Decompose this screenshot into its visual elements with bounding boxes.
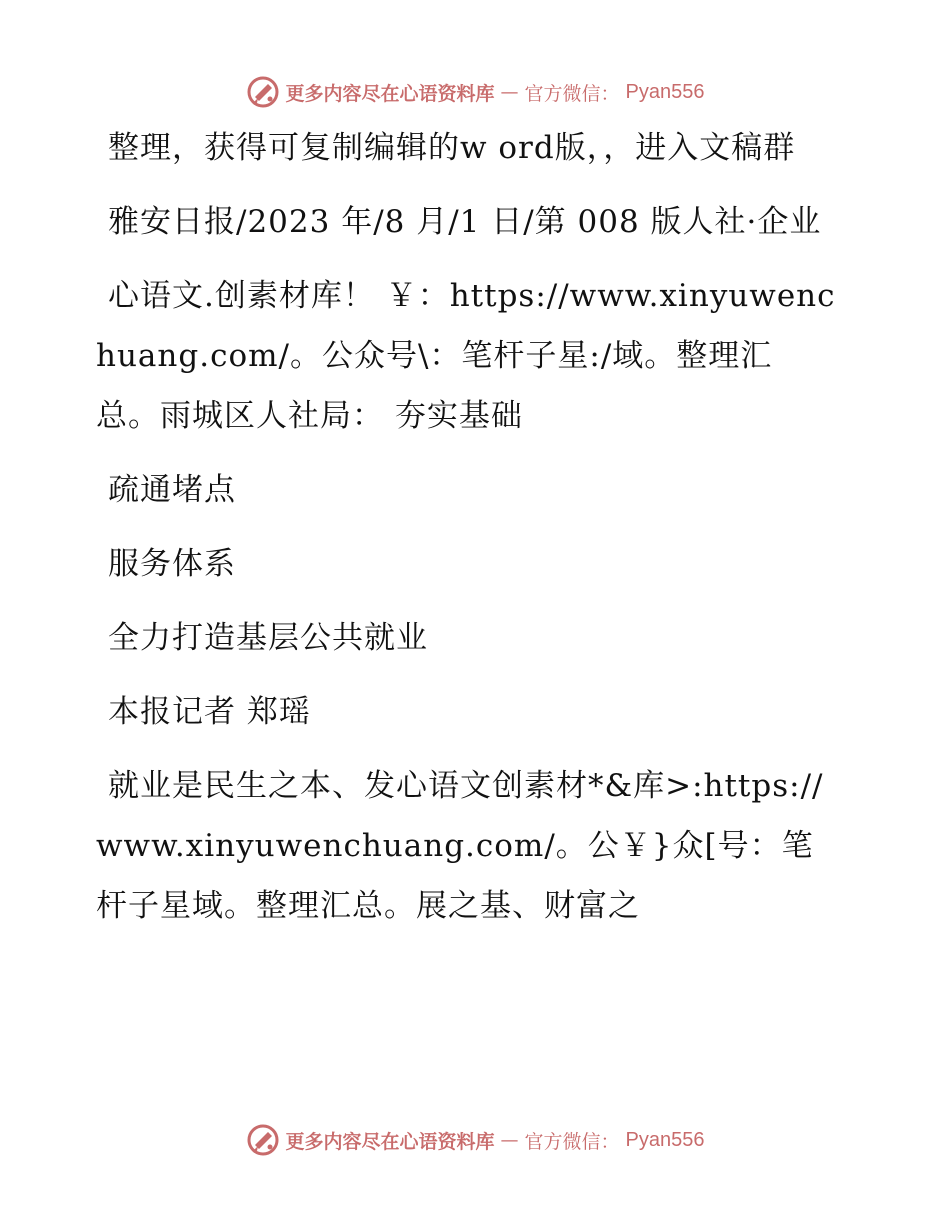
paragraph-subhead-3: 全力打造基层公共就业 — [108, 620, 428, 656]
paragraph-subhead-2: 服务体系 — [108, 546, 236, 582]
brand-logo-icon — [246, 75, 280, 109]
footer-separator: — — [500, 1129, 519, 1151]
header-wechat-label: 官方微信： — [524, 82, 620, 105]
paragraph-intro: 整理，获得可复制编辑的w ord版，，进入文稿群 — [108, 130, 796, 166]
footer-site-text: 更多内容尽在心语资料库 — [285, 1130, 495, 1153]
header-banner-content — [246, 75, 705, 109]
paragraph-body: 就业是民生之本、发心语文创素材*&库>:https://www.xinyuwenchuang.com/。公￥}众[号：笔杆子星域。整理汇总。展之基、财富之 — [96, 768, 824, 924]
paragraph-source: 雅安日报/2023 年/8 月/1 日/第 008 版人社·企业 — [108, 204, 822, 240]
footer-wechat-id: Pyan556 — [625, 1128, 705, 1151]
header-separator: — — [500, 81, 519, 103]
footer-banner — [0, 1118, 950, 1162]
paragraph-subhead-1: 疏通堵点 — [108, 472, 236, 508]
header-site-text: 更多内容尽在心语资料库 — [285, 82, 495, 105]
paragraph-headline: 心语文.创素材库！ ￥：https://www.xinyuwenchuang.com/。公众号\：笔杆子星:/域。整理汇总。雨城区人社局： 夯实基础 — [96, 278, 836, 434]
footer-banner-content — [246, 1123, 705, 1157]
brand-logo-icon — [246, 1123, 280, 1157]
footer-wechat-label: 官方微信： — [524, 1130, 620, 1153]
header-wechat-id: Pyan556 — [625, 80, 705, 103]
paragraph-byline: 本报记者 郑瑶 — [108, 694, 311, 730]
document-body — [96, 118, 836, 950]
header-banner — [0, 70, 950, 114]
